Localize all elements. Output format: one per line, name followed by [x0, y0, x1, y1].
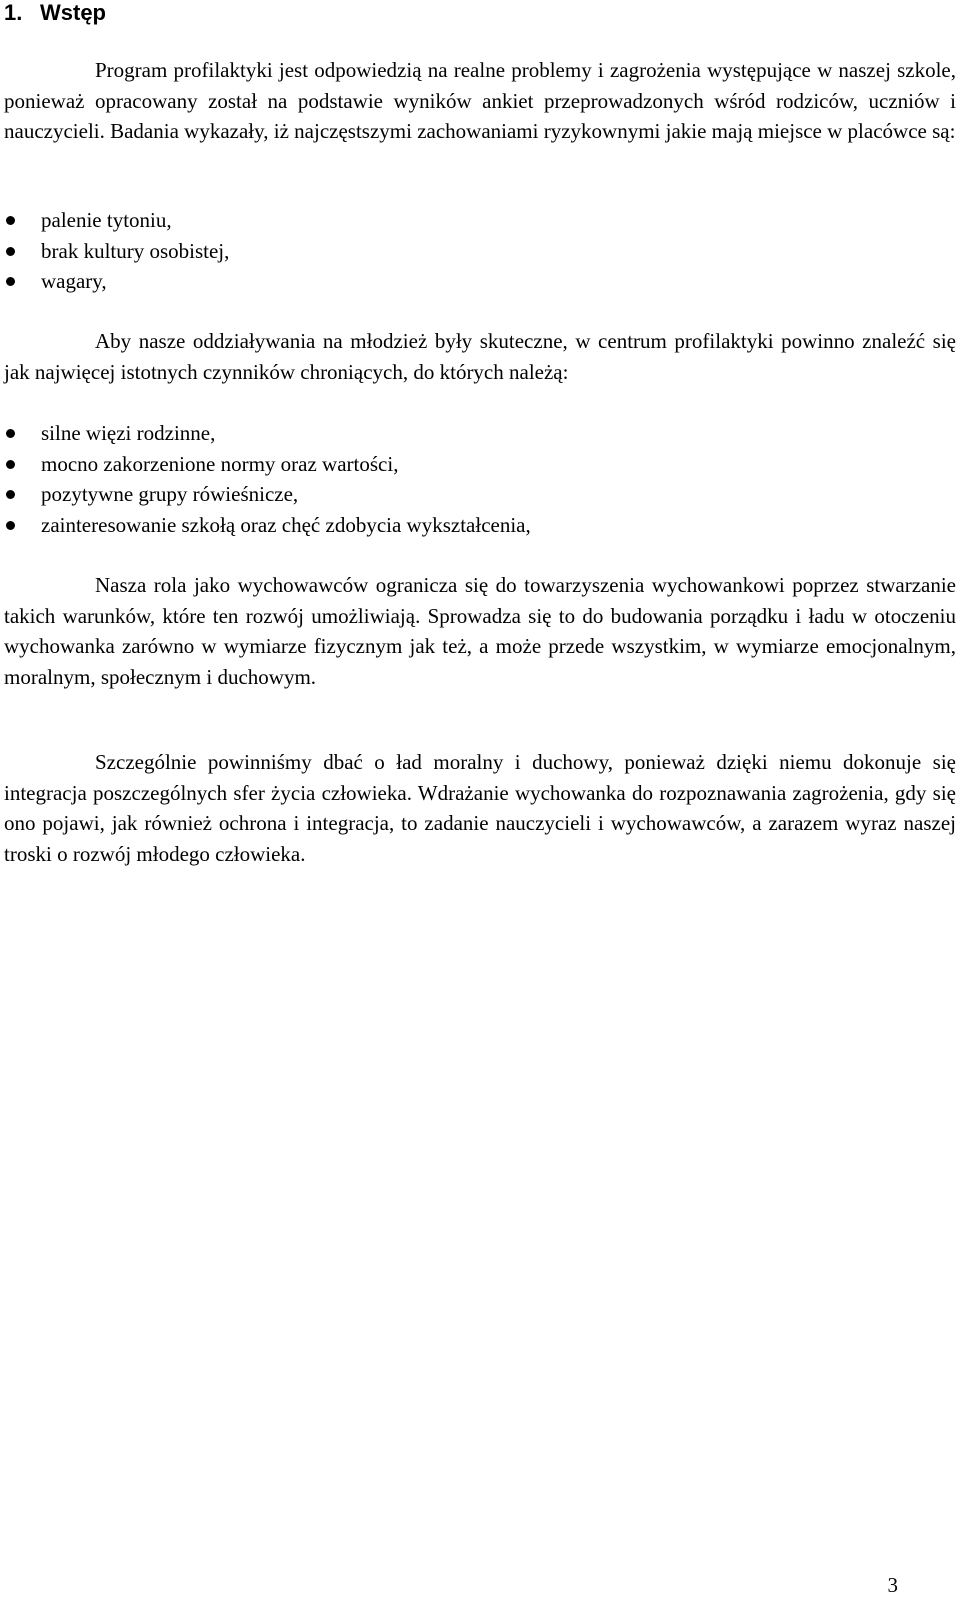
list-item-text: pozytywne grupy rówieśnicze, — [41, 482, 299, 506]
bullet-icon — [6, 216, 15, 225]
list-item-text: silne więzi rodzinne, — [41, 421, 216, 445]
list-item-text: mocno zakorzenione normy oraz wartości, — [41, 451, 399, 476]
bullet-icon — [6, 277, 15, 286]
intro-paragraph: Program profilaktyki jest odpowiedzią na realne problemy i zagrożenia występujące w naszej szkole, ponieważ opracowany został na podstawie wyników ankiet przeprowadzonych wśród rodziców, uczniów i nauczycieli. Badania wykazały, iż najczęstszymi zachowaniami ryzykownymi jakie mają miejsce w placówce są: — [4, 58, 956, 143]
educator-role-paragraph: Nasza rola jako wychowawców ogranicza się do towarzyszenia wychowankowi poprzez stwarzanie takich warunków, które ten rozwój umożliwiają. Sprowadza się to do budowania porządku i ładu w otoczeniu wychowanka zarówno w wymiarze fizycznym jak też, a może przede wszystkim, w wymiarze emocjonalnym, moralnym, społecznym i duchowym. — [4, 573, 956, 689]
bullet-icon — [6, 429, 15, 438]
list-item — [4, 418, 531, 449]
protective-factors-paragraph: Aby nasze oddziaływania na młodzież były skuteczne, w centrum profilaktyki powinno znaleźć się jak najwięcej istotnych czynników chroniących, do których należą: — [4, 329, 956, 384]
moral-order-paragraph: Szczególnie powinniśmy dbać o ład moralny i duchowy, ponieważ dzięki niemu dokonuje się integracja poszczególnych sfer życia człowieka. Wdrażanie wychowanka do rozpoznawania zagrożenia, gdy się ono pojawi, jak również ochrona i integracja, to zadanie nauczycieli i wychowawców, a zarazem wyraz naszej troski o rozwój młodego człowieka. — [4, 750, 956, 866]
list-item — [4, 449, 531, 480]
protective-factors-list — [4, 418, 531, 540]
list-item — [4, 205, 229, 236]
page-number: 3 — [887, 1573, 898, 1597]
risk-behaviors-list — [4, 205, 229, 297]
list-item — [4, 479, 531, 510]
list-item-text: zainteresowanie szkołą oraz chęć zdobycia wykształcenia, — [41, 512, 531, 537]
bullet-icon — [6, 460, 15, 469]
section-title: Wstęp — [40, 0, 106, 25]
list-item-text: wagary, — [41, 269, 107, 293]
bullet-icon — [6, 521, 15, 530]
list-item — [4, 510, 531, 541]
list-item — [4, 236, 229, 267]
list-item — [4, 266, 229, 297]
bullet-icon — [6, 247, 15, 256]
list-item-text: brak kultury osobistej, — [41, 238, 230, 263]
section-number: 1. — [4, 0, 23, 25]
bullet-icon — [6, 490, 15, 499]
section-heading — [4, 0, 106, 26]
list-item-text: palenie tytoniu, — [41, 208, 172, 232]
